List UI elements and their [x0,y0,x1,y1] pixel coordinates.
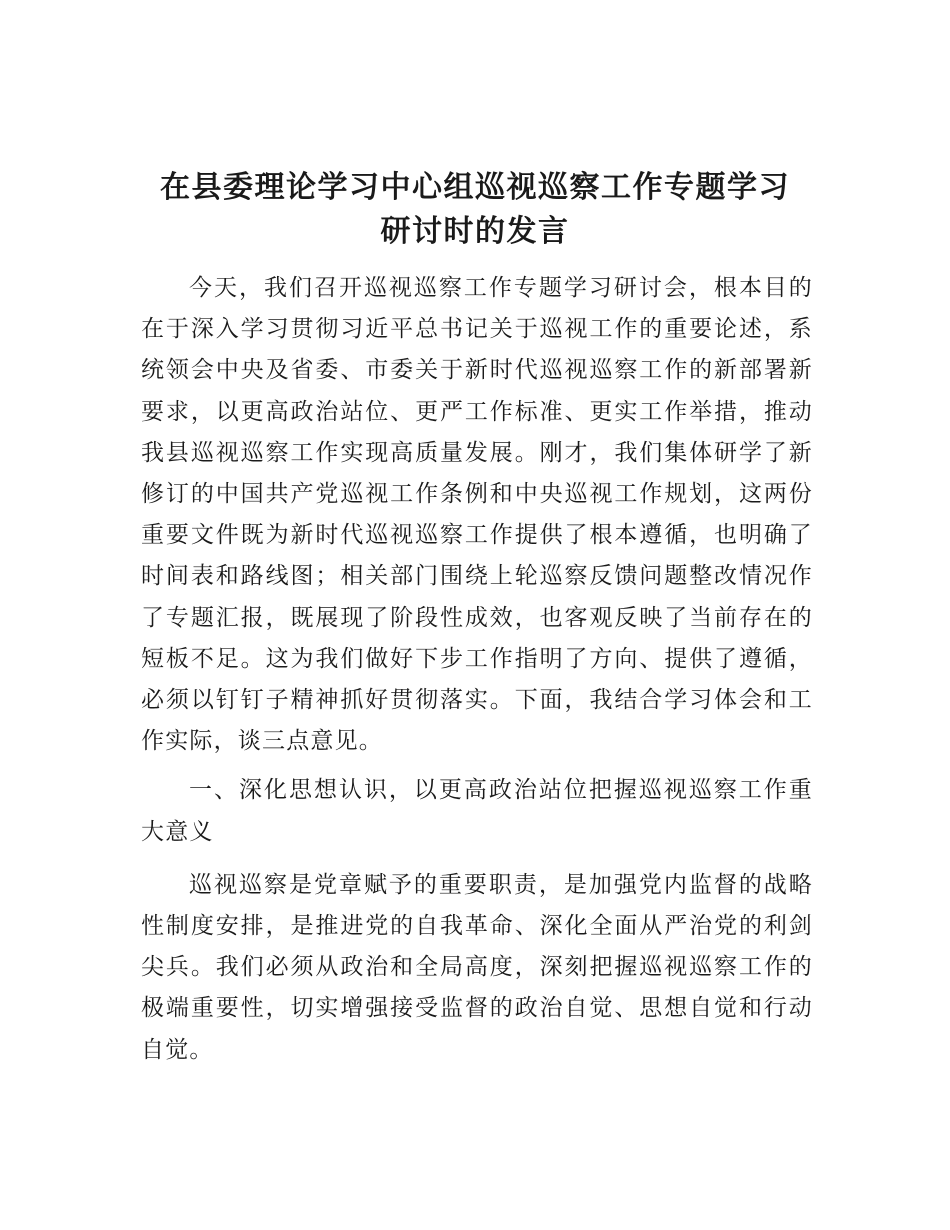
document-title [140,166,810,254]
document-body [141,268,813,1071]
section-heading-1: 一、深化思想认识，以更高政治站位把握巡视巡察工作重大意义 [141,777,813,845]
intro-paragraph: 今天，我们召开巡视巡察工作专题学习研讨会，根本目的在于深入学习贯彻习近平总书记关于巡视工作的重要论述，系统领会中央及省委、市委关于新时代巡视巡察工作的新部署新要求，以更高政治站位、更严工作标准、更实工作举措，推动我县巡视巡察工作实现高质量发展。刚才，我们集体研学了新修订的中国共产党巡视工作条例和中央巡视工作规划，这两份重要文件既为新时代巡视巡察工作提供了根本遵循，也明确了时间表和路线图；相关部门围绕上轮巡察反馈问题整改情况作了专题汇报，既展现了阶段性成效，也客观反映了当前存在的短板不足。这为我们做好下步工作指明了方向、提供了遵循，必须以钉钉子精神抓好贯彻落实。下面，我结合学习体会和工作实际，谈三点意见。 [141,275,813,755]
section-paragraph-1: 巡视巡察是党章赋予的重要职责，是加强党内监督的战略性制度安排，是推进党的自我革命、深化全面从严治党的利剑尖兵。我们必须从政治和全局高度，深刻把握巡视巡察工作的极端重要性，切实增强接受监督的政治自觉、思想自觉和行动自觉。 [141,871,813,1063]
title-line-2: 研讨时的发言 [380,214,570,249]
title-line-1: 在县委理论学习中心组巡视巡察工作专题学习 [160,170,790,205]
